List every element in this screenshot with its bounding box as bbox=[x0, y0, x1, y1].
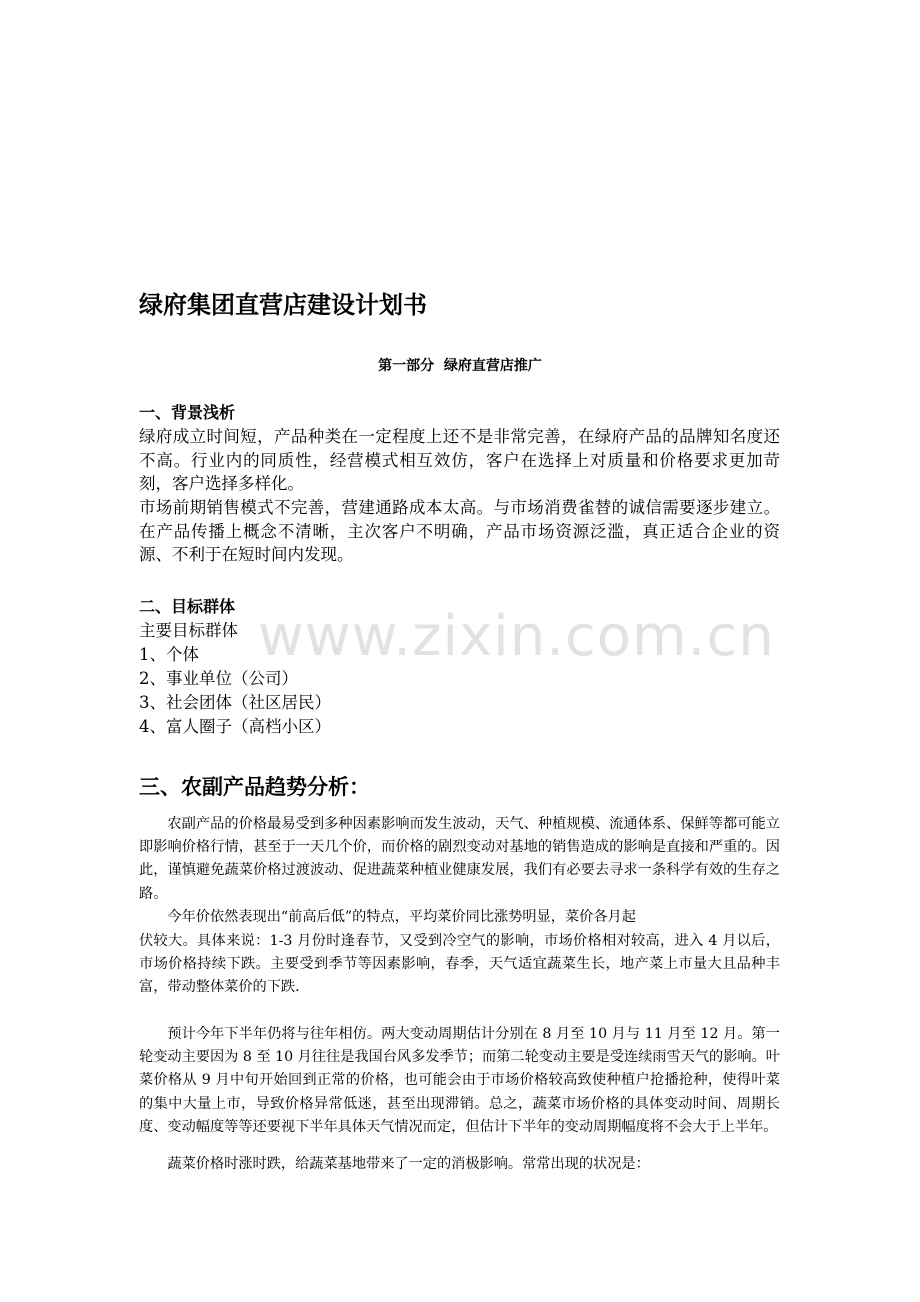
background-paragraph-2: 市场前期销售模式不完善，营建通路成本太高。与市场消费雀替的诚信需要逐步建立。 在产品传播上概念不清晰，主次客户不明确，产品市场资源泛滥，真正适合企业的资源、不利于在短时间内发现。 bbox=[139, 498, 780, 564]
trend-paragraph-2-line-1: 今年价依然表现出“前高后低”的特点，平均菜价同比涨势明显，菜价各月起 bbox=[167, 909, 636, 925]
trend-paragraph-3: 预计今年下半年仍将与往年相仿。两大变动周期估计分别在 8 月至 10 月与 11 月至 12 月。第一轮变动主要因为 8 至 10 月往往是我国台风多发季节；而第二轮变动主要是受连续雨雪天气的影响。叶菜价格从 9 月中旬开始回到正常的价格，也可能会由于市场价格较高致使种植户抢播抢种，使得叶菜的集中大量上市，导致价格异常低迷，甚至出现滞销。总之，蔬菜市场价格的具体变动时间、周期长度、变动幅度等等还要视下半年具体天气情况而定，但估计下半年的变动周期幅度将不会大于上半年。 bbox=[139, 1026, 780, 1135]
trend-paragraph-1: 农副产品的价格最易受到多种因素影响而发生波动，天气、种植规模、流通体系、保鲜等都可能立即影响价格行情，甚至于一天几个价，而价格的剧烈变动对基地的销售造成的影响是直接和严重的。因此，谨慎避免蔬菜价格过渡波动、促进蔬菜种植业健康发展，我们有必要去寻求一条科学有效的生存之路。 bbox=[139, 816, 780, 902]
target-intro: 主要目标群体 bbox=[139, 621, 238, 640]
target-list-item: 3、社会团体（社区居民） bbox=[139, 693, 331, 712]
document-title: 绿府集团直营店建设计划书 bbox=[139, 291, 427, 319]
target-list-item: 4、富人圈子（高档小区） bbox=[139, 717, 331, 736]
background-paragraph-1: 绿府成立时间短，产品种类在一定程度上还不是非常完善，在绿府产品的品牌知名度还不高。行业内的同质性，经营模式相互效仿，客户在选择上对质量和价格要求更加苛刻，客户选择多样化。 bbox=[139, 427, 780, 493]
target-list-item: 1、个体 bbox=[139, 645, 199, 664]
section-heading-trend: 三、农副产品趋势分析： bbox=[139, 775, 370, 799]
target-list-item: 2、事业单位（公司） bbox=[139, 669, 298, 688]
section-heading-target: 二、目标群体 bbox=[139, 597, 236, 616]
watermark: www.zixin.com.cn bbox=[258, 604, 775, 669]
section-heading-background: 一、背景浅析 bbox=[139, 403, 236, 422]
trend-paragraph-4: 蔬菜价格时涨时跌，给蔬菜基地带来了一定的消极影响。常常出现的状况是： bbox=[167, 1156, 650, 1172]
part-heading: 第一部分 绿府直营店推广 bbox=[378, 358, 542, 374]
trend-paragraph-2: 伏较大。具体来说：1-3 月份时逢春节，又受到冷空气的影响，市场价格相对较高，进入 4 月以后，市场价格持续下跌。主要受到季节等因素影响，春季，天气适宜蔬菜生长，地产菜上市量大且品种丰富，带动整体菜价的下跌. bbox=[139, 933, 780, 996]
